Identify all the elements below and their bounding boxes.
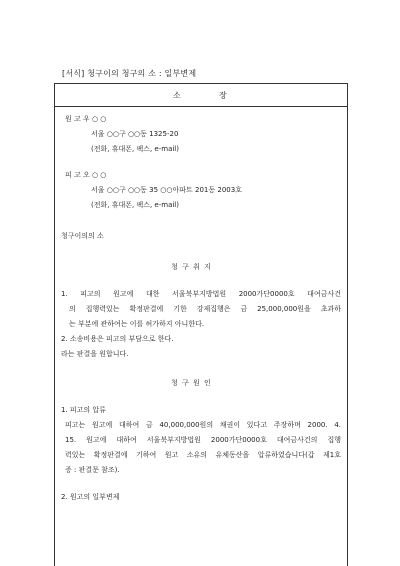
claim-cause-heading: 청 구 원 인 (171, 379, 212, 387)
document-title-row (55, 84, 347, 107)
defendant-contact: (전화, 휴대폰, 팩스, e-mail) (91, 201, 179, 209)
plaintiff-label: 원 고 우 ○ ○ (65, 115, 107, 123)
defendant-label: 피 고 오 ○ ○ (65, 171, 107, 179)
claim-purpose-item2: 2. 소송비용은 피고의 부담으로 한다. (61, 335, 174, 343)
claim-cause-section1-line2: 15. 원고에 대하여 서울북부지방법원 2000가단0000호 대여금사건의 집행 (65, 436, 341, 444)
form-caption: [서식] 청구이의 청구의 소 : 일부변제 (62, 69, 197, 78)
document-title-right: 장 (219, 91, 227, 100)
claim-purpose-item1-line2: 의 집행력있는 확정판결에 기한 강제집행은 금 25,000,000원을 초과하 (69, 305, 341, 313)
document-title-left: 소 (173, 91, 181, 100)
claim-cause-section1-line4: 증 : 판결문 참조). (65, 466, 120, 474)
complaint-document (54, 83, 348, 566)
claim-cause-section2-title: 2. 원고의 일부변제 (61, 493, 120, 501)
defendant-address: 서울 ○○구 ○○동 35 ○○아파트 201동 2003호 (91, 186, 242, 194)
claim-cause-section1-title: 1. 피고의 압류 (61, 406, 106, 414)
claim-cause-section1-line1: 피고는 원고에 대하여 금 40,000,000원의 채권이 있다고 주장하며 2000. 4. (65, 421, 341, 429)
case-name: 청구이의의 소 (61, 232, 104, 240)
plaintiff-address: 서울 ○○구 ○○동 1325-20 (91, 130, 179, 138)
claim-purpose-item1-line1: 1. 피고의 원고에 대한 서울북부지방법원 2000가단0000호 대여금사건 (61, 290, 341, 298)
claim-purpose-heading: 청 구 취 지 (171, 263, 212, 271)
claim-purpose-item1-line3: 는 부분에 관하여는 이를 허가하지 아니한다. (69, 320, 205, 328)
claim-purpose-closing: 라는 판결을 원합니다. (61, 350, 129, 358)
claim-cause-section1-line3: 력있는 확정판결에 기하여 원고 소유의 유체동산을 압류하였습니다(갑 제1호 (65, 451, 341, 459)
plaintiff-contact: (전화, 휴대폰, 팩스, e-mail) (91, 145, 179, 153)
